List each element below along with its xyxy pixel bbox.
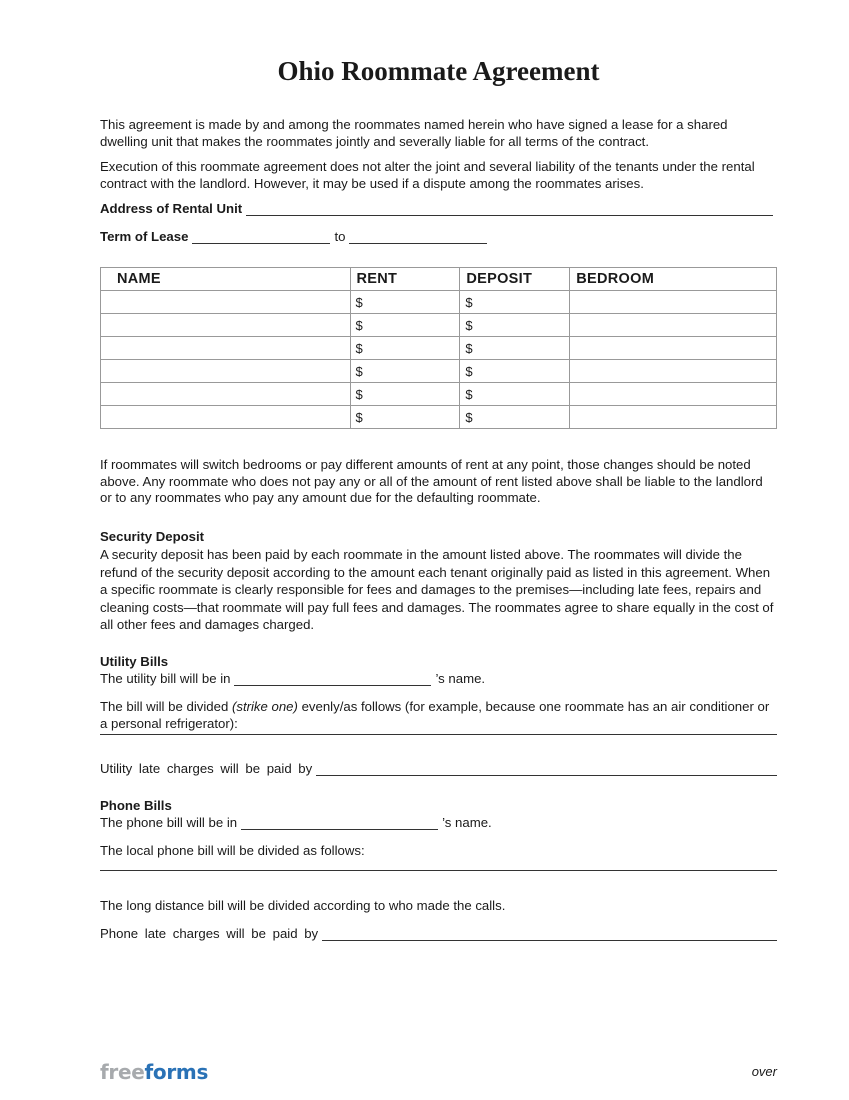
name-cell[interactable] [101,360,351,383]
intro-paragraph-2: Execution of this roommate agreement does not alter the joint and several liability of the tenants under the rental contract with the landlord. However, it may be used if a dispute among the roommates arises. [100,159,755,191]
utility-heading: Utility Bills [100,654,169,669]
utility-late-label: Utility late charges will be paid by [100,761,313,776]
utility-divided-prefix: The bill will be divided [100,699,232,714]
utility-late-row [100,761,777,776]
phone-local-field[interactable] [100,870,777,871]
rent-cell[interactable]: $ [350,406,460,429]
bedroom-cell[interactable] [570,337,777,360]
phone-late-field[interactable] [322,927,777,941]
deposit-cell[interactable]: $ [460,360,570,383]
name-cell[interactable] [101,337,351,360]
rent-cell[interactable]: $ [350,337,460,360]
rent-cell[interactable]: $ [350,314,460,337]
table-row [101,360,777,383]
address-field[interactable] [246,202,773,216]
table-row [101,337,777,360]
utility-name-row [100,671,777,686]
name-cell[interactable] [101,383,351,406]
deposit-cell[interactable]: $ [460,406,570,429]
deposit-cell[interactable]: $ [460,383,570,406]
term-to-label: to [334,229,346,244]
utility-divided-text [100,699,777,732]
bedroom-cell[interactable] [570,360,777,383]
utility-divided-italic: (strike one) [231,699,298,714]
header-name: NAME [101,268,351,291]
rent-cell[interactable]: $ [350,360,460,383]
bedroom-cell[interactable] [570,314,777,337]
utility-late-field[interactable] [316,762,777,776]
deposit-cell[interactable]: $ [460,337,570,360]
phone-name-prefix: The phone bill will be in [100,815,238,830]
phone-name-field[interactable] [241,816,438,830]
freeforms-logo [100,1060,208,1084]
utility-name-prefix: The utility bill will be in [100,671,231,686]
phone-heading: Phone Bills [100,798,172,813]
name-cell[interactable] [101,314,351,337]
document-title: Ohio Roommate Agreement [277,56,600,86]
roommate-table [100,267,777,429]
table-header-row [101,268,777,291]
deposit-cell[interactable]: $ [460,291,570,314]
header-rent: RENT [350,268,460,291]
address-label: Address of Rental Unit [100,201,243,216]
phone-name-suffix: ’s name. [442,815,492,830]
bedroom-cell[interactable] [570,383,777,406]
phone-late-label: Phone late charges will be paid by [100,926,319,941]
intro-paragraph-1: This agreement is made by and among the roommates named herein who have signed a lease for a shared dwelling unit that makes the roommates jointly and severally liable for all terms of the contract. [100,117,728,149]
table-body [101,291,777,429]
logo-forms-text: forms [144,1060,209,1084]
utility-divided-suffix: evenly/as follows (for example, because one roommate has an air conditioner or a personal refrigerator): [100,699,770,731]
utility-divided-field[interactable] [100,734,777,735]
deposit-cell[interactable]: $ [460,314,570,337]
name-cell[interactable] [101,291,351,314]
phone-name-row [100,815,777,830]
switch-paragraph: If roommates will switch bedrooms or pay different amounts of rent at any point, those changes should be noted above. Any roommate who does not pay any or all of the amount of rent listed above shall be liable to the landlord or to any roommates who pay any amount due for the defaulting roommate. [100,457,763,505]
table-row [101,406,777,429]
name-cell[interactable] [101,406,351,429]
term-label: Term of Lease [100,229,189,244]
utility-name-suffix: ’s name. [435,671,486,686]
phone-long-distance: The long distance bill will be divided according to who made the calls. [100,898,506,913]
term-start-field[interactable] [192,230,330,244]
table-row [101,291,777,314]
phone-late-row [100,926,777,941]
utility-name-field[interactable] [234,672,431,686]
logo-free-text: free [100,1060,145,1084]
table-row [101,314,777,337]
rent-cell[interactable]: $ [350,383,460,406]
security-body: A security deposit has been paid by each roommate in the amount listed above. The roommates will divide the refund of the security deposit according to the amount each tenant originally paid as listed in this agreement. When a specific roommate is clearly responsible for fees and damages to the premises—including late fees, repairs and cleaning costs—that roommate will pay full fees and damages. The roommates agree to share equally in the cost of all other fees and damages charged. [100,547,774,632]
security-heading: Security Deposit [100,529,205,544]
term-end-field[interactable] [349,230,487,244]
rent-cell[interactable]: $ [350,291,460,314]
phone-local-label: The local phone bill will be divided as follows: [100,843,365,858]
table-row [101,383,777,406]
over-label: over [751,1064,777,1079]
address-row [100,201,777,216]
bedroom-cell[interactable] [570,291,777,314]
term-row [100,229,777,244]
header-deposit: DEPOSIT [460,268,570,291]
bedroom-cell[interactable] [570,406,777,429]
header-bedroom: BEDROOM [570,268,777,291]
